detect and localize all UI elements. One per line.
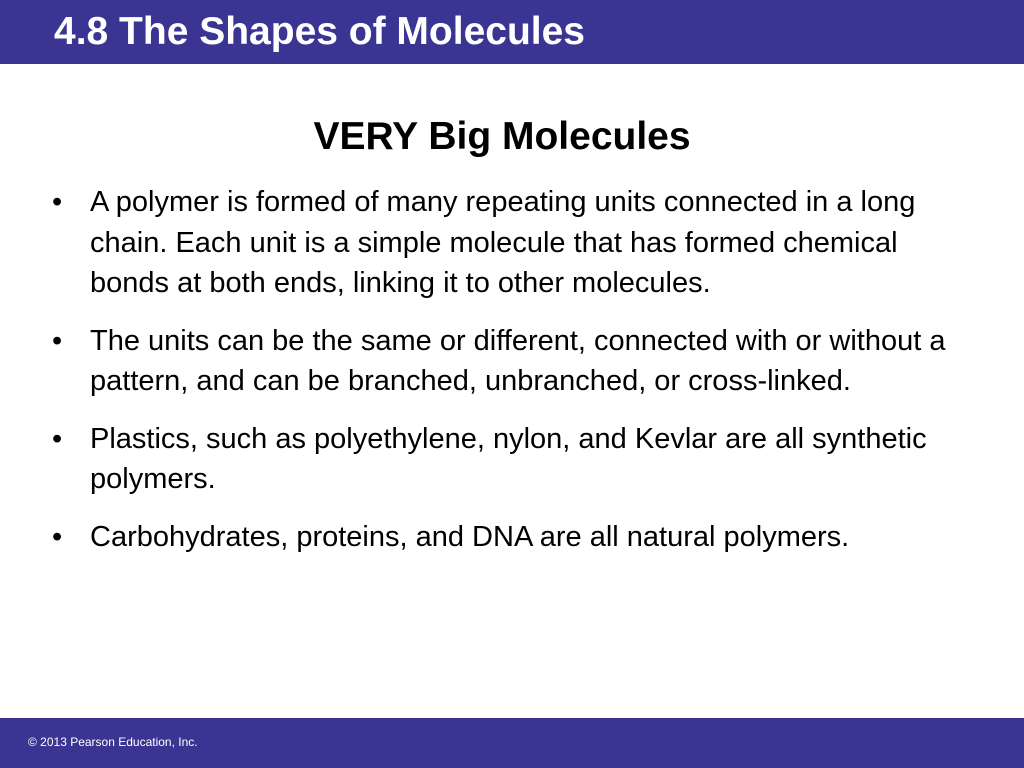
bullet-glyph: • <box>52 422 63 455</box>
bullet-item <box>52 182 972 304</box>
bullet-item <box>52 321 972 402</box>
bullet-glyph: • <box>52 520 63 553</box>
bullet-text: A polymer is formed of many repeating units connected in a long chain. Each unit is a simple molecule that has formed chemical bonds at both ends, linking it to other molecules. <box>90 186 916 299</box>
copyright-text: © 2013 Pearson Education, Inc. <box>28 735 198 749</box>
bullet-text: Carbohydrates, proteins, and DNA are all natural polymers. <box>90 520 850 553</box>
bullet-glyph: • <box>52 324 63 357</box>
slide-title: VERY Big Molecules <box>313 115 691 158</box>
bullet-text: The units can be the same or different, connected with or without a pattern, and can be branched, unbranched, or cross-linked. <box>90 324 946 397</box>
bullet-item <box>52 419 972 500</box>
section-title: 4.8 The Shapes of Molecules <box>54 10 585 53</box>
bullet-item <box>52 517 972 558</box>
bullet-glyph: • <box>52 186 63 218</box>
bullet-list <box>52 182 972 574</box>
bullet-text: Plastics, such as polyethylene, nylon, and Kevlar are all synthetic polymers. <box>90 422 927 495</box>
